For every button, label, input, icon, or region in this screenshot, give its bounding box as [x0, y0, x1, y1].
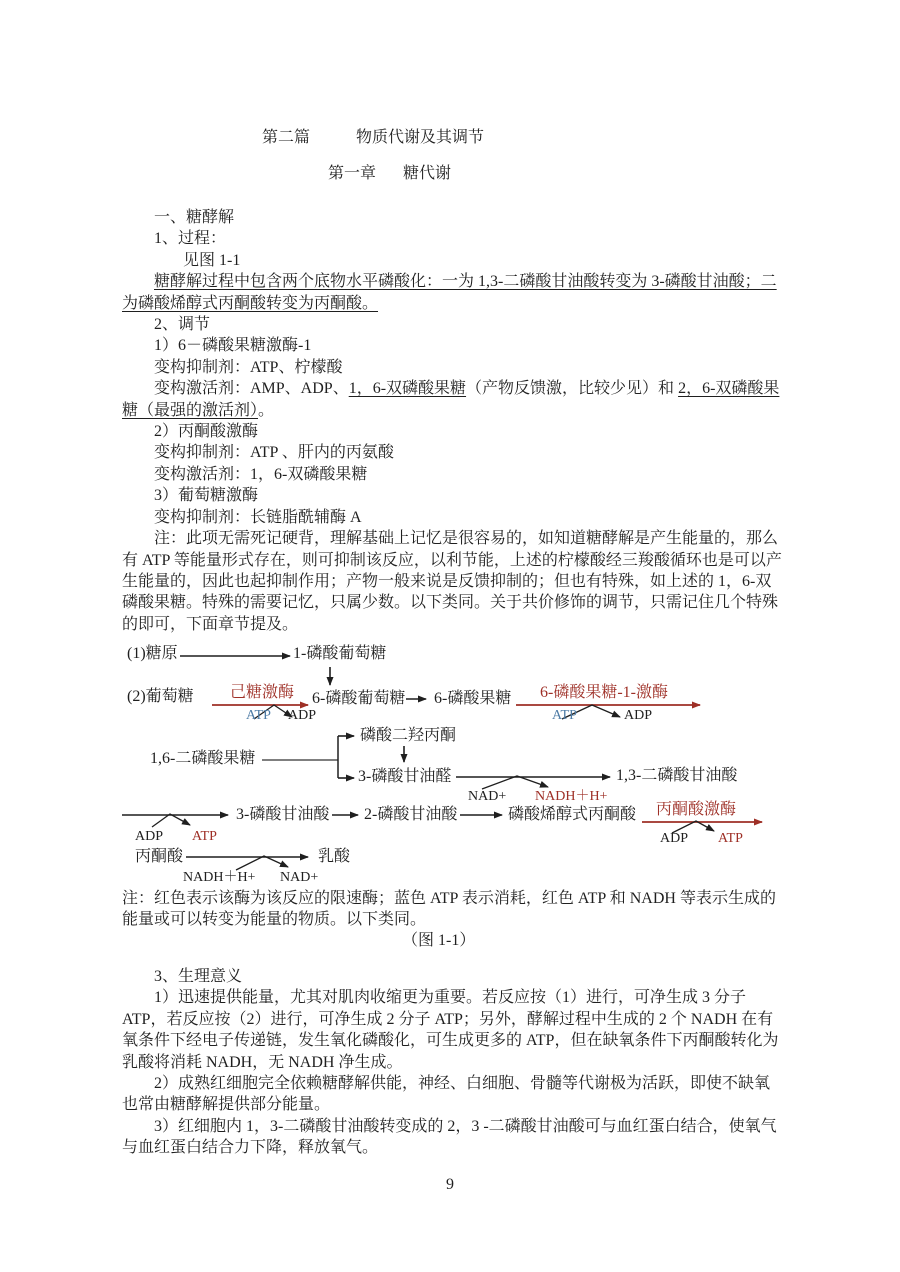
reg1-title: 1）6－磷酸果糖激酶-1 — [154, 337, 312, 355]
significance-point-1: 1）迅速提供能量，尤其对肌肉收缩更为重要。若反应按（1）进行，可净生成 3 分子 ATP，若反应按（2）进行，可净生成 2 分子 ATP；另外，酵解过程中生成的 2 个 NADH 在有氧条件下经电子传递链，发生氧化磷酸化，可生成更多的 ATP，但在缺氧条件下丙酮酸转化为乳酸将消耗 NADH，无 NADH 净生成。 — [122, 989, 779, 1071]
reg2-inhibitor: 变构抑制剂：ATP 、肝内的丙氨酸 — [154, 444, 394, 462]
reg1-activator-prefix: 变构激活剂：AMP、ADP、 — [154, 380, 349, 398]
figure-caption: （图 1-1） — [402, 932, 476, 949]
reg1-inhibitor: 变构抑制剂：ATP、柠檬酸 — [154, 358, 343, 376]
node-glucose: (2)葡萄糖 — [127, 688, 194, 705]
significance-point-2: 2）成熟红细胞完全依赖糖酵解供能，神经、白细胞、骨髓等代谢极为活跃，即使不缺氧也常由糖酵解提供部分能量。 — [122, 1075, 771, 1114]
process-label: 1、过程： — [154, 230, 227, 248]
reg2-activator: 变构激活剂：1，6-双磷酸果糖 — [154, 465, 368, 483]
node-3-phosphoglycerate: 3-磷酸甘油酸 — [236, 806, 330, 823]
reg1-activator-underline1: 1，6-双磷酸果糖 — [348, 380, 467, 398]
chapter-name: 糖代谢 — [403, 165, 452, 182]
cofactor-atp-consumed-2: ATP — [552, 708, 577, 723]
cofactor-atp-consumed-1: ATP — [246, 708, 271, 723]
enzyme-pyruvate-kinase: 丙酮酸激酶 — [656, 801, 737, 818]
section-physiological-significance — [122, 966, 784, 1159]
cofactor-adp-1: ADP — [288, 708, 317, 723]
chapter-title — [328, 163, 451, 184]
reg3-inhibitor: 变构抑制剂：长链脂酰辅酶 A — [154, 508, 362, 526]
cofactor-nad-2: NAD+ — [280, 870, 319, 885]
chapter-label: 第一章 — [328, 165, 377, 182]
fork-adp-atp-3 — [152, 814, 190, 827]
node-13-bisphosphoglycerate: 1,3-二磷酸甘油酸 — [616, 767, 738, 784]
cofactor-nadh-produced: NADH＋H+ — [535, 789, 608, 804]
reg1-activator — [122, 378, 784, 421]
reg1-activator-mid: （产物反馈激，比较少见）和 — [466, 380, 679, 398]
see-figure-ref: 见图 1-1 — [183, 251, 241, 269]
node-lactate: 乳酸 — [318, 848, 351, 865]
figure-legend-block — [122, 888, 784, 931]
section-glycolysis — [122, 207, 784, 635]
node-pep: 磷酸烯醇式丙酮酸 — [508, 806, 637, 823]
cofactor-nad: NAD+ — [468, 789, 507, 804]
node-glyceraldehyde-3-phosphate: 3-磷酸甘油醛 — [358, 768, 452, 785]
cofactor-atp-produced-1: ATP — [192, 829, 217, 844]
glycolysis-pathway-diagram — [0, 643, 900, 898]
significance-heading: 3、生理意义 — [154, 968, 243, 985]
node-fructose-16-bisphosphate: 1,6-二磷酸果糖 — [150, 750, 256, 767]
reg3-title: 3）葡萄糖激酶 — [154, 487, 259, 505]
node-2-phosphoglycerate: 2-磷酸甘油酸 — [364, 806, 458, 823]
reg1-activator-suffix: 。 — [258, 401, 275, 419]
regulation-label: 2、调节 — [154, 316, 211, 334]
part-label: 第二篇 — [262, 129, 311, 146]
cofactor-adp-2: ADP — [624, 708, 653, 723]
page-number: 9 — [446, 1176, 454, 1193]
memorization-note: 注：此项无需死记硬背，理解基础上记忆是很容易的，如知道糖酵解是产生能量的，那么有 ATP 等能量形式存在，则可抑制该反应，以利节能，上述的柠檬酸经三羧酸循环也是可以产生能量的，因此也起抑制作用；产物一般来说是反馈抑制的；但也有特殊，如上述的 1，6-双磷酸果糖。特殊的需要记忆，只属少数。以下类同。关于共价修饰的调节，只需记住几个特殊的即可，下面章节提及。 — [122, 530, 782, 633]
cofactor-atp-produced-2: ATP — [718, 831, 743, 846]
section-heading: 一、糖酵解 — [154, 209, 235, 226]
part-title — [262, 127, 484, 148]
node-pyruvate: 丙酮酸 — [135, 848, 184, 865]
cofactor-adp-3: ADP — [135, 829, 164, 844]
fork-nad-nadh — [482, 776, 548, 789]
node-glucose-6-phosphate: 6-磷酸葡萄糖 — [312, 690, 406, 707]
reg1-activator-underline2: 2，6-双磷酸果糖（最强的激活剂） — [122, 380, 780, 419]
part-name: 物质代谢及其调节 — [356, 129, 485, 146]
enzyme-hexokinase: 己糖激酶 — [230, 684, 295, 701]
significance-point-3: 3）红细胞内 1，3-二磷酸甘油酸转变成的 2，3 -二磷酸甘油酸可与血红蛋白结合，使氧气与血红蛋白结合力下降，释放氧气。 — [122, 1117, 777, 1157]
enzyme-pfk1: 6-磷酸果糖-1-激酶 — [540, 684, 668, 701]
reg2-title: 2）丙酮酸激酶 — [154, 423, 259, 441]
fork-nadh-nad — [236, 856, 288, 870]
cofactor-nadh-consumed: NADH＋H+ — [183, 870, 256, 885]
node-glucose-1-phosphate: 1-磷酸葡萄糖 — [293, 645, 387, 662]
figure-color-note: 注：红色表示该酶为该反应的限速酶；蓝色 ATP 表示消耗，红色 ATP 和 NADH 等表示生成的能量或可以转变为能量的物质。以下类同。 — [122, 890, 776, 929]
node-dhap: 磷酸二羟丙酮 — [360, 727, 457, 744]
node-fructose-6-phosphate: 6-磷酸果糖 — [434, 690, 512, 707]
node-glycogen: (1)糖原 — [127, 645, 178, 662]
substrate-phosphorylation-note: 糖酵解过程中包含两个底物水平磷酸化：一为 1,3-二磷酸甘油酸转变为 3-磷酸甘油酸；二为磷酸烯醇式丙酮酸转变为丙酮酸。 — [122, 273, 777, 312]
cofactor-adp-4: ADP — [660, 831, 689, 846]
